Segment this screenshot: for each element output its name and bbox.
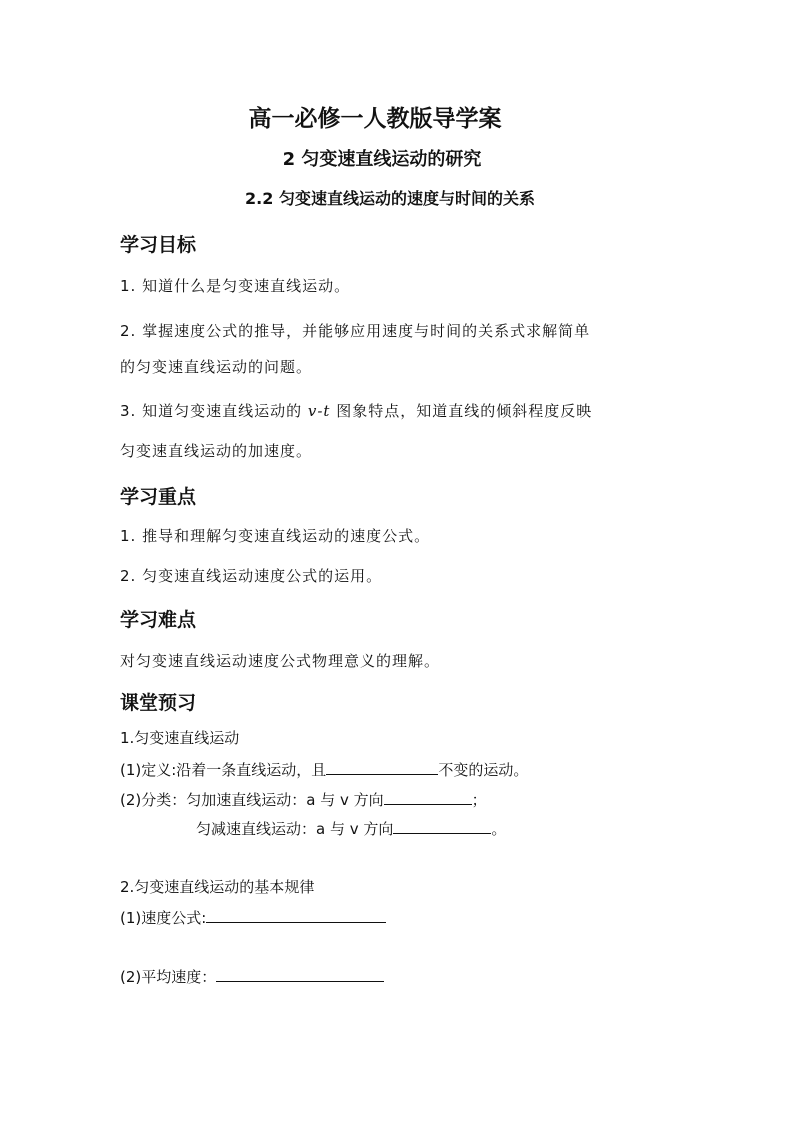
preview-q1-definition (120, 758, 528, 780)
classification-text-pre: (2)分类：匀加速直线运动：a 与 v 方向 (120, 791, 384, 809)
preview-heading: 课堂预习 (120, 692, 197, 714)
key-point-2: 2. 匀变速直线运动速度公式的运用。 (120, 567, 383, 585)
document-title: 高一必修一人教版导学案 (248, 106, 502, 132)
deceleration-blank[interactable] (393, 817, 491, 834)
key-points-heading: 学习重点 (120, 486, 197, 508)
acceleration-blank[interactable] (384, 788, 472, 805)
difficulty-1: 对匀变速直线运动速度公式物理意义的理解。 (120, 652, 441, 670)
average-velocity-blank[interactable] (216, 965, 384, 982)
definition-text-post: 不变的运动。 (438, 761, 529, 779)
objectives-heading: 学习目标 (120, 234, 197, 256)
preview-q1-classification (120, 788, 487, 810)
vt-graph-term: v-t (307, 402, 331, 420)
preview-q2-title: 2.匀变速直线运动的基本规律 (120, 878, 315, 896)
objective-2-line2: 的匀变速直线运动的问题。 (120, 358, 313, 376)
definition-blank[interactable] (326, 758, 438, 775)
difficulties-heading: 学习难点 (120, 609, 197, 631)
classification-text-post: ； (471, 791, 487, 809)
key-point-1: 1. 推导和理解匀变速直线运动的速度公式。 (120, 527, 431, 545)
objective-3-line2: 匀变速直线运动的加速度。 (120, 442, 313, 460)
preview-q2-formula (120, 906, 386, 928)
objective-2-line1: 2. 掌握速度公式的推导，并能够应用速度与时间的关系式求解简单 (120, 322, 591, 340)
preview-q2-average (120, 965, 384, 987)
objective-3-text-post: 图象特点，知道直线的倾斜程度反映 (330, 402, 593, 420)
preview-q1-deceleration (196, 817, 506, 839)
objective-1: 1. 知道什么是匀变速直线运动。 (120, 277, 351, 295)
deceleration-text-pre: 匀减速直线运动：a 与 v 方向 (196, 820, 394, 838)
velocity-formula-blank[interactable] (206, 906, 386, 923)
definition-text-pre: (1)定义:沿着一条直线运动，且 (120, 761, 327, 779)
average-label: (2)平均速度： (120, 968, 217, 986)
objective-3-text-pre: 3. 知道匀变速直线运动的 (120, 402, 308, 420)
section-title: 2.2 匀变速直线运动的速度与时间的关系 (245, 189, 535, 208)
formula-label: (1)速度公式: (120, 909, 207, 927)
chapter-title: 2 匀变速直线运动的研究 (282, 149, 482, 170)
preview-q1-title: 1.匀变速直线运动 (120, 729, 240, 747)
objective-3-line1 (120, 400, 592, 421)
deceleration-text-post: 。 (491, 820, 507, 838)
